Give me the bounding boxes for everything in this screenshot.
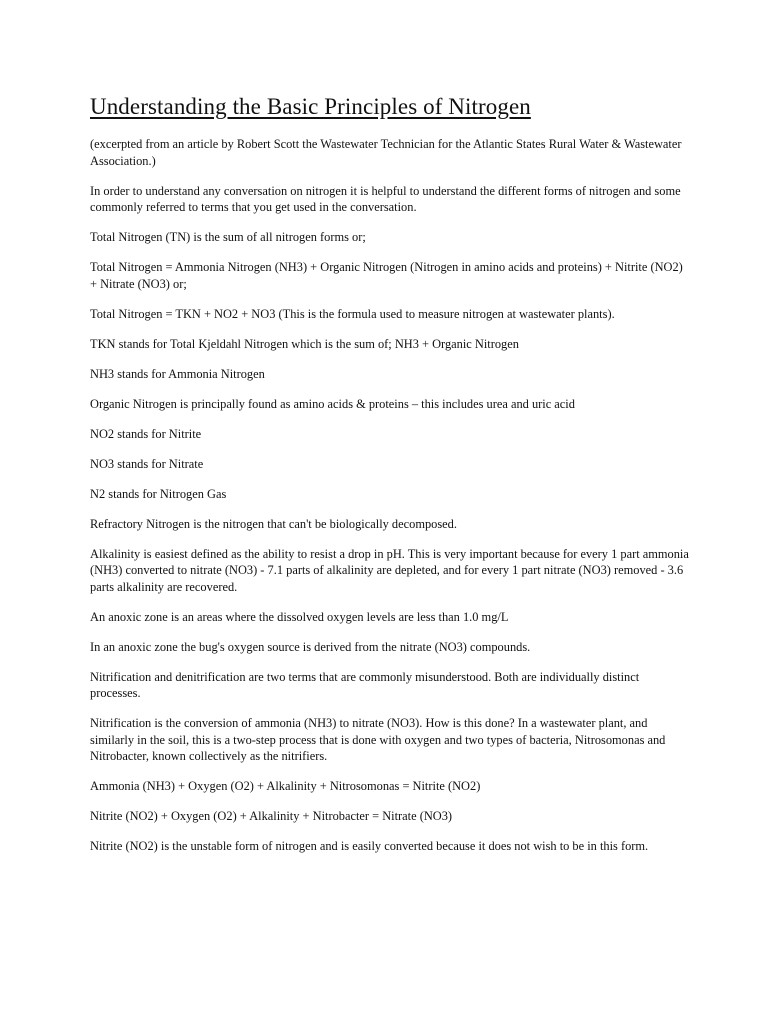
paragraph-total-nitrogen-def: Total Nitrogen (TN) is the sum of all nitrogen forms or; bbox=[90, 230, 366, 244]
paragraph-nh3-def: NH3 stands for Ammonia Nitrogen bbox=[90, 366, 265, 381]
paragraph-total-nitrogen-formula-1: Total Nitrogen = Ammonia Nitrogen (NH3) + Organic Nitrogen (Nitrogen in amino acids and proteins) + Nitrite (NO2) + Nitrate (NO3) or; bbox=[90, 260, 683, 291]
document-title: Understanding the Basic Principles of Nitrogen bbox=[90, 94, 531, 119]
paragraph-alkalinity: Alkalinity is easiest defined as the ability to resist a drop in pH. This is very important because for every 1 part ammonia (NH3) converted to nitrate (NO3) - 7.1 parts of alkalinity are depleted, and for every 1 part nitrate (NO3) removed - 3.6 parts alkalinity are recovered. bbox=[90, 546, 689, 594]
paragraph-equation-nitrosomonas: Ammonia (NH3) + Oxygen (O2) + Alkalinity + Nitrosomonas = Nitrite (NO2) bbox=[90, 779, 481, 793]
paragraph-n2-def: N2 stands for Nitrogen Gas bbox=[90, 486, 227, 501]
paragraph-anoxic-zone: An anoxic zone is an areas where the dissolved oxygen levels are less than 1.0 mg/L bbox=[90, 609, 509, 624]
paragraph-nitrification-process: Nitrification is the conversion of ammonia (NH3) to nitrate (NO3). How is this done? In a wastewater plant, and similarly in the soil, this is a two-step process that is done with oxygen and two types of bacteria, Nitrosomonas and Nitrobacter, known collectively as the nitrifiers. bbox=[90, 716, 666, 763]
paragraph-excerpt-note: (excerpted from an article by Robert Scott the Wastewater Technician for the Atlantic States Rural Water & Wastewater Association.) bbox=[90, 137, 682, 168]
paragraph-intro: In order to understand any conversation on nitrogen it is helpful to understand the different forms of nitrogen and some commonly referred to terms that you get used in the conversation. bbox=[90, 183, 681, 214]
paragraph-equation-nitrobacter: Nitrite (NO2) + Oxygen (O2) + Alkalinity + Nitrobacter = Nitrate (NO3) bbox=[90, 809, 453, 823]
paragraph-no2-def: NO2 stands for Nitrite bbox=[90, 426, 202, 441]
paragraph-total-nitrogen-formula-2: Total Nitrogen = TKN + NO2 + NO3 (This is the formula used to measure nitrogen at wastewater plants). bbox=[90, 306, 615, 321]
paragraph-no3-def: NO3 stands for Nitrate bbox=[90, 456, 204, 471]
paragraph-refractory-nitrogen: Refractory Nitrogen is the nitrogen that can't be biologically decomposed. bbox=[90, 516, 457, 531]
paragraph-nitrification-denitrification: Nitrification and denitrification are two terms that are commonly misunderstood. Both are individually distinct processes. bbox=[90, 669, 640, 700]
paragraph-organic-nitrogen-def: Organic Nitrogen is principally found as amino acids & proteins – this includes urea and uric acid bbox=[90, 396, 575, 411]
document-page bbox=[90, 92, 690, 868]
paragraph-nitrite-unstable: Nitrite (NO2) is the unstable form of nitrogen and is easily converted because it does not wish to be in this form. bbox=[90, 839, 649, 853]
paragraph-tkn-def: TKN stands for Total Kjeldahl Nitrogen which is the sum of; NH3 + Organic Nitrogen bbox=[90, 336, 519, 351]
paragraph-anoxic-oxygen-source: In an anoxic zone the bug's oxygen source is derived from the nitrate (NO3) compounds. bbox=[90, 639, 531, 654]
